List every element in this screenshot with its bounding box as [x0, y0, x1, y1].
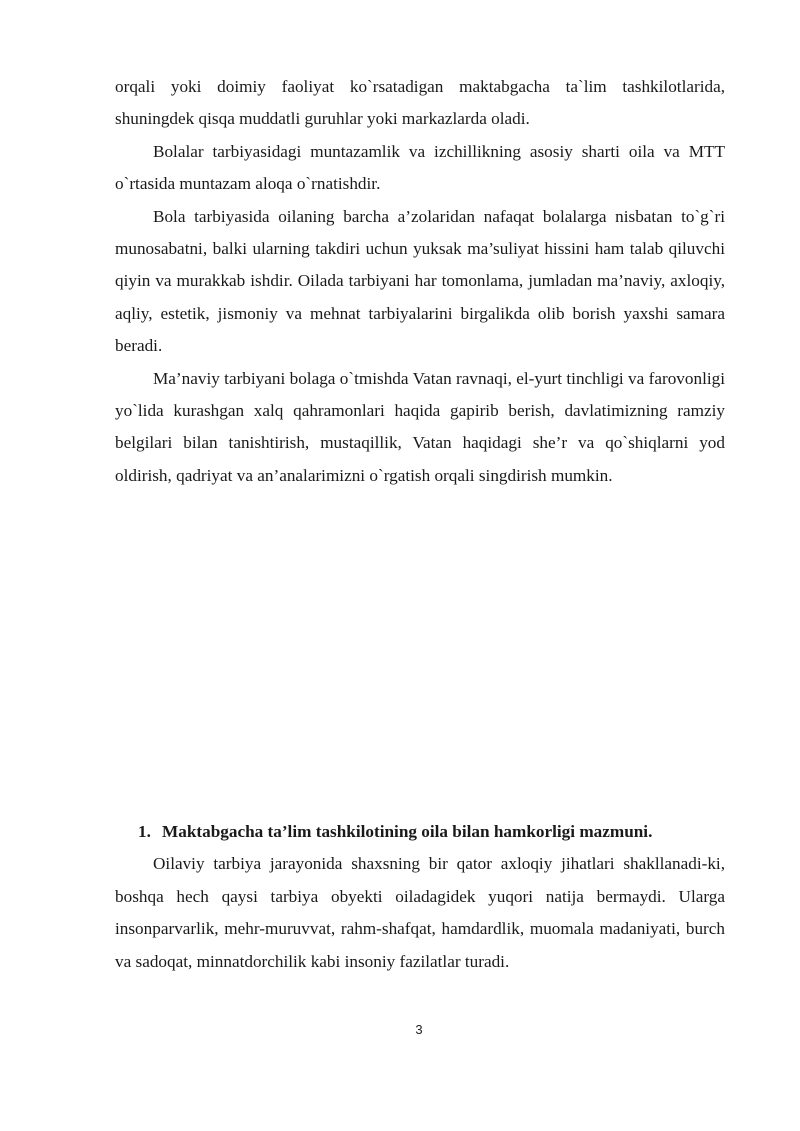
- bottom-text-section: [115, 816, 725, 978]
- section-heading-number: 1.: [138, 822, 151, 841]
- section-heading: [115, 816, 725, 848]
- section-heading-title: Maktabgacha ta’lim tashkilotining oila bilan hamkorligi mazmuni.: [162, 822, 653, 841]
- paragraph-continuation: orqali yoki doimiy faoliyat ko`rsatadigan maktabgacha ta`lim tashkilotlarida, shuningdek qisqa muddatli guruhlar yoki markazlarda oladi.: [115, 77, 725, 129]
- paragraph-mtt-contact: Bolalar tarbiyasidagi muntazamlik va izchillikning asosiy sharti oila va MTT o`rtasida muntazam aloqa o`rnatishdir.: [115, 141, 725, 194]
- paragraph-family-upbringing: Bola tarbiyasida oilaning barcha a’zolaridan nafaqat bolalarga nisbatan to`g`ri munosabatni, balki ularning takdiri uchun yuksak ma’suliyat hissini ham talab qiluvchi qiyin va murakkab ishdir. Oilada tarbiyani har tomonlama, jumladan ma’naviy, axloqiy, aqliy, estetik, jismoniy va mehnat tarbiyalarini birgalikda olib borish yaxshi samara beradi.: [115, 206, 725, 356]
- paragraph-family-education: Oilaviy tarbiya jarayonida shaxsning bir qator axloqiy jihatlari shakllanadi-ki, boshqa hech qaysi tarbiya obyekti oiladagidek yuqori natija bermaydi. Ularga insonparvarlik, mehr-muruvvat, rahm-shafqat, hamdardlik, muomala madaniyati, burch va sadoqat, minnatdorchilik kabi insoniy fazilatlar turadi.: [115, 854, 725, 971]
- paragraph-spiritual-upbringing: Ma’naviy tarbiyani bolaga o`tmishda Vatan ravnaqi, el-yurt tinchligi va farovonligi yo`lida kurashgan xalq qahramonlari haqida gapirib berish, davlatimizning ramziy belgilari bilan tanishtirish, mustaqillik, Vatan haqidagi she’r va qo`shiqlarni yod oldirish, qadriyat va an’analarimizni o`rgatish orqali singdirish mumkin.: [115, 368, 725, 485]
- page-number: 3: [415, 1022, 423, 1037]
- top-text-section: [115, 71, 725, 492]
